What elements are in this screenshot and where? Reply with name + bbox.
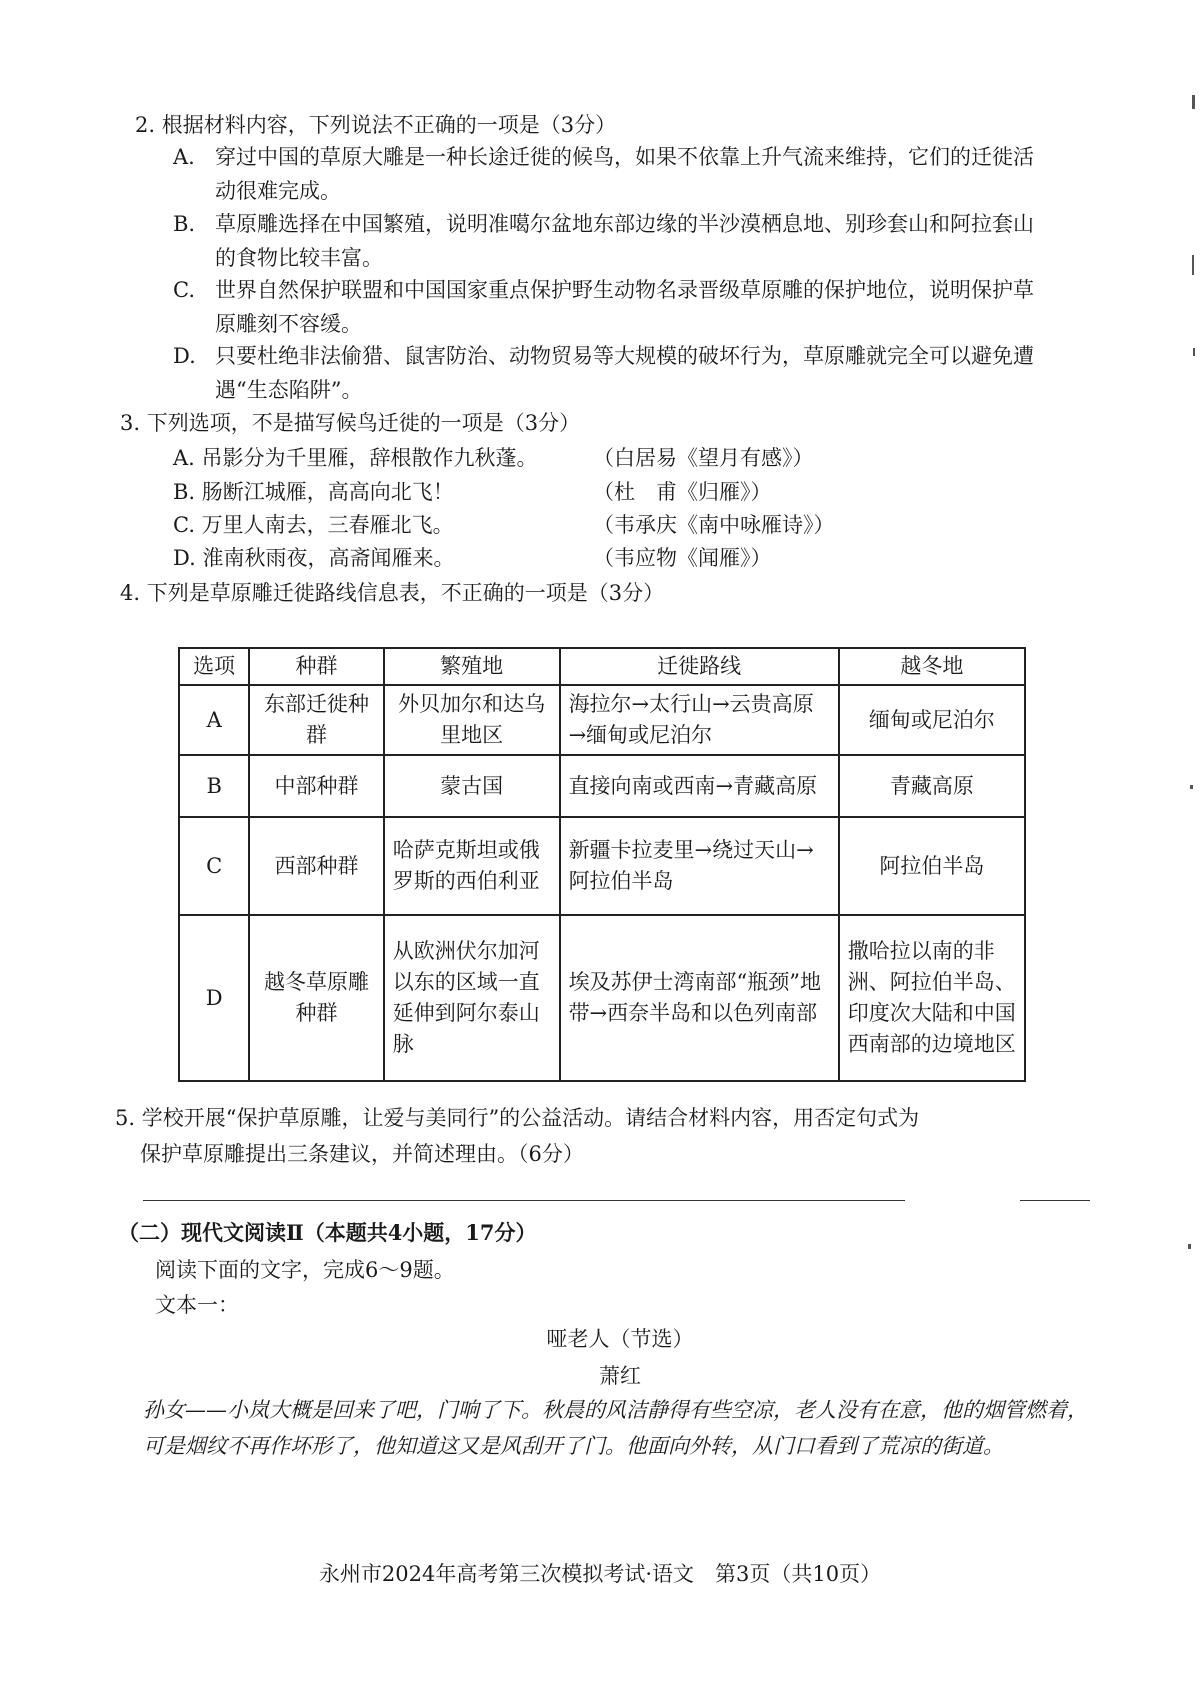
answer-line-end [1020,1200,1090,1201]
q3-option-a-source: （白居易《望月有感》） [593,446,814,470]
table-cell: 直接向南或西南→青藏高原 [560,755,839,817]
scan-mark [1188,1244,1191,1249]
q2-option-b-letter: B. [173,212,196,236]
table-cell: 阿拉伯半岛 [839,817,1025,915]
q3-option-b-source: （杜 甫《归雁》） [593,480,772,504]
q2-option-d-text: 只要杜绝非法偷猎、鼠害防治、动物贸易等大规模的破坏行为，草原雕就完全可以避免遭遇“生态陷阱”。 [215,344,1034,402]
q2-option-b [173,207,1034,270]
page-footer: 永州市2024年高考第三次模拟考试·语文 第3页（共10页） [318,1562,882,1586]
q3-option-c-line: C. 万里人南去，三春雁北飞。 [173,513,454,537]
table-cell: 从欧洲伏尔加河以东的区域一直延伸到阿尔泰山脉 [384,915,560,1081]
q3-option-b [173,477,772,507]
table-header-row [179,648,1025,685]
table-cell: 缅甸或尼泊尔 [839,685,1025,755]
table-cell: 青藏高原 [839,755,1025,817]
q5-line-1: 5. 学校开展“保护草原雕，让爱与美同行”的公益活动。请结合材料内容，用否定句式为 [115,1106,920,1130]
text-one-label: 文本一： [155,1293,239,1317]
table-cell: 哈萨克斯坦或俄罗斯的西伯利亚 [384,817,560,915]
table-cell: 越冬草原雕种群 [249,915,383,1081]
section-2-instruction: 阅读下面的文字，完成6～9题。 [155,1258,455,1282]
section-2-title: （二）现代文阅读Ⅱ（本题共4小题，17分） [118,1220,537,1245]
q2-option-c-text: 世界自然保护联盟和中国国家重点保护野生动物名录晋级草原雕的保护地位，说明保护草原雕刻不容缓。 [215,278,1034,336]
scan-mark [1190,785,1193,789]
q5-line-2: 保护草原雕提出三条建议，并简述理由。（6分） [140,1142,584,1166]
q3-option-c-source: （韦承庆《南中咏雁诗》） [593,513,835,537]
q2-option-d-letter: D. [173,344,196,368]
q2-option-a-letter: A. [173,145,195,169]
q3-option-a-line: A. 吊影分为千里雁，辞根散作九秋蓬。 [173,446,538,470]
q2-option-d [173,339,1034,402]
table-row [179,755,1025,817]
table-row [179,685,1025,755]
table-header: 越冬地 [839,648,1025,685]
table-cell: 撒哈拉以南的非洲、阿拉伯半岛、印度次大陆和中国西南部的边境地区 [839,915,1025,1081]
table-cell: 西部种群 [249,817,383,915]
answer-line [143,1200,905,1201]
table-cell: 新疆卡拉麦里→绕过天山→阿拉伯半岛 [560,817,839,915]
article-author: 萧红 [599,1364,641,1388]
table-cell: 蒙古国 [384,755,560,817]
table-header: 迁徙路线 [560,648,839,685]
scan-mark [1192,255,1194,275]
q3-option-c [173,510,835,540]
scan-mark [1193,348,1195,356]
table-cell: A [179,685,249,755]
q3-option-d [173,543,772,573]
table-cell: 外贝加尔和达乌里地区 [384,685,560,755]
migration-table [178,647,1026,1082]
q2-option-b-text: 草原雕选择在中国繁殖，说明准噶尔盆地东部边缘的半沙漠栖息地、别珍套山和阿拉套山的食物比较丰富。 [215,212,1034,270]
q3-stem: 3. 下列选项，不是描写候鸟迁徙的一项是（3分） [120,411,581,435]
table-cell: 东部迁徙种群 [249,685,383,755]
q3-option-d-line: D. 淮南秋雨夜，高斋闻雁来。 [173,546,455,570]
q2-option-a [173,140,1034,203]
table-header: 繁殖地 [384,648,560,685]
table-row [179,915,1025,1081]
article-paragraph: 孙女——小岚大概是回来了吧，门响了下。秋晨的风洁静得有些空凉，老人没有在意，他的烟管燃着，可是烟纹不再作坏形了，他知道这又是风刮开了门。他面向外转，从门口看到了荒凉的街道。 [143,1398,1088,1458]
q3-option-b-line: B. 肠断江城雁，高高向北飞！ [173,480,454,504]
q3-option-d-source: （韦应物《闻雁》） [593,546,772,570]
table-header: 种群 [249,648,383,685]
table-cell: 中部种群 [249,755,383,817]
q4-stem: 4. 下列是草原雕迁徙路线信息表，不正确的一项是（3分） [120,581,665,605]
table-cell: 海拉尔→太行山→云贵高原→缅甸或尼泊尔 [560,685,839,755]
table-cell: B [179,755,249,817]
table-row [179,817,1025,915]
q2-option-c [173,273,1034,336]
table-cell: D [179,915,249,1081]
q2-option-c-letter: C. [173,278,195,302]
table-cell: C [179,817,249,915]
q2-option-a-text: 穿过中国的草原大雕是一种长途迁徙的候鸟，如果不依靠上升气流来维持，它们的迁徙活动很难完成。 [215,145,1034,203]
table-cell: 埃及苏伊士湾南部“瓶颈”地带→西奈半岛和以色列南部 [560,915,839,1081]
scan-mark [1192,95,1195,109]
table-header: 选项 [179,648,249,685]
q3-option-a [173,443,814,473]
article-title: 哑老人（节选） [546,1327,694,1351]
q2-stem: 2. 根据材料内容，下列说法不正确的一项是（3分） [135,113,617,137]
